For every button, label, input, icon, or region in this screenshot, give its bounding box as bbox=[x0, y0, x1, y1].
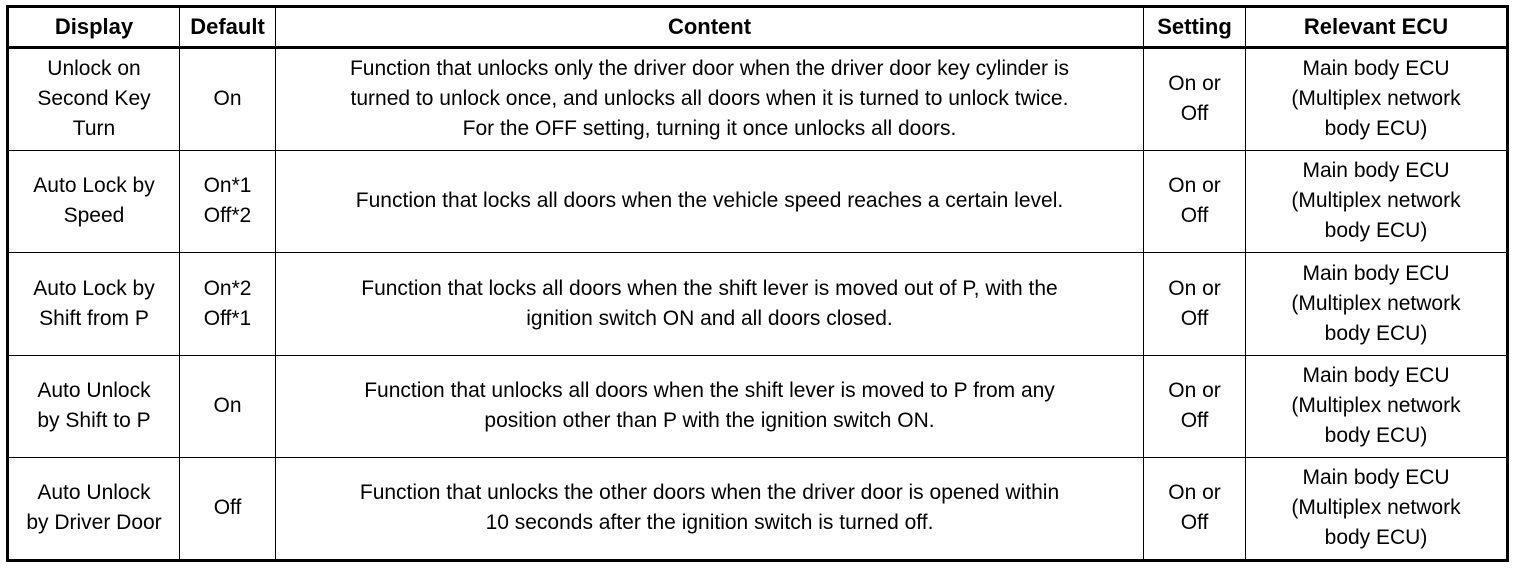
cell-text-line: Unlock on bbox=[47, 57, 141, 81]
cell-text-line: Function that locks all doors when the vehicle speed reaches a certain level. bbox=[355, 189, 1064, 213]
cell-text-line: Second Key bbox=[37, 87, 151, 111]
cell-text-line: Main body ECU bbox=[1302, 261, 1450, 285]
cell-text-line: On or bbox=[1168, 379, 1221, 403]
cell-text-line: Function that unlocks all doors when the shift lever is moved to P from any bbox=[364, 379, 1055, 403]
cell-text-line: body ECU) bbox=[1324, 321, 1428, 345]
relevant-ecu-cell bbox=[1246, 253, 1508, 356]
setting-cell bbox=[1144, 355, 1246, 458]
cell-text-line: by Driver Door bbox=[26, 511, 162, 535]
display-cell bbox=[8, 253, 180, 356]
header-setting: Setting bbox=[1144, 7, 1246, 48]
content-cell bbox=[276, 48, 1144, 151]
cell-text-line: Function that unlocks the other doors when the driver door is opened within bbox=[359, 481, 1060, 505]
header-relevant-ecu: Relevant ECU bbox=[1246, 7, 1508, 48]
default-cell bbox=[180, 48, 276, 151]
default-cell bbox=[180, 458, 276, 561]
table-row bbox=[8, 458, 1508, 561]
relevant-ecu-cell bbox=[1246, 458, 1508, 561]
cell-text-line: Off*1 bbox=[203, 306, 252, 330]
setting-cell bbox=[1144, 458, 1246, 561]
cell-text-line: Off*2 bbox=[203, 204, 252, 228]
content-cell bbox=[276, 355, 1144, 458]
cell-text-line: Off bbox=[1180, 511, 1209, 535]
cell-text-line: On bbox=[213, 87, 242, 111]
cell-text-line: For the OFF setting, turning it once unlocks all doors. bbox=[462, 117, 957, 141]
table-row bbox=[8, 150, 1508, 253]
table-header-row bbox=[8, 7, 1508, 48]
relevant-ecu-cell bbox=[1246, 355, 1508, 458]
cell-text-line: turned to unlock once, and unlocks all doors when it is turned to unlock twice. bbox=[350, 87, 1069, 111]
cell-text-line: body ECU) bbox=[1324, 219, 1428, 243]
cell-text-line: Off bbox=[213, 496, 242, 520]
cell-text-line: Turn bbox=[72, 117, 116, 141]
cell-text-line: body ECU) bbox=[1324, 526, 1428, 550]
default-cell bbox=[180, 253, 276, 356]
cell-text-line: Auto Unlock bbox=[37, 379, 151, 403]
header-default: Default bbox=[180, 7, 276, 48]
cell-text-line: position other than P with the ignition switch ON. bbox=[484, 409, 935, 433]
cell-text-line: On or bbox=[1168, 276, 1221, 300]
display-cell bbox=[8, 150, 180, 253]
content-cell bbox=[276, 458, 1144, 561]
cell-text-line: Auto Unlock bbox=[37, 481, 151, 505]
cell-text-line: Main body ECU bbox=[1302, 466, 1450, 490]
cell-text-line: On or bbox=[1168, 481, 1221, 505]
relevant-ecu-cell bbox=[1246, 48, 1508, 151]
cell-text-line: (Multiplex network bbox=[1291, 291, 1461, 315]
display-cell bbox=[8, 355, 180, 458]
cell-text-line: Off bbox=[1180, 102, 1209, 126]
cell-text-line: On*1 bbox=[203, 174, 252, 198]
header-content: Content bbox=[276, 7, 1144, 48]
cell-text-line: Main body ECU bbox=[1302, 364, 1450, 388]
cell-text-line: (Multiplex network bbox=[1291, 87, 1461, 111]
table-body bbox=[8, 48, 1508, 561]
cell-text-line: body ECU) bbox=[1324, 117, 1428, 141]
content-cell bbox=[276, 150, 1144, 253]
cell-text-line: Main body ECU bbox=[1302, 57, 1450, 81]
cell-text-line: Speed bbox=[63, 204, 125, 228]
cell-text-line: Off bbox=[1180, 409, 1209, 433]
door-lock-settings-table bbox=[6, 5, 1509, 562]
display-cell bbox=[8, 458, 180, 561]
cell-text-line: ignition switch ON and all doors closed. bbox=[526, 306, 893, 330]
setting-cell bbox=[1144, 48, 1246, 151]
table-row bbox=[8, 253, 1508, 356]
cell-text-line: On or bbox=[1168, 72, 1221, 96]
setting-cell bbox=[1144, 150, 1246, 253]
cell-text-line: (Multiplex network bbox=[1291, 189, 1461, 213]
cell-text-line: Off bbox=[1180, 306, 1209, 330]
cell-text-line: (Multiplex network bbox=[1291, 394, 1461, 418]
display-cell bbox=[8, 48, 180, 151]
relevant-ecu-cell bbox=[1246, 150, 1508, 253]
header-display: Display bbox=[8, 7, 180, 48]
cell-text-line: Auto Lock by bbox=[33, 276, 155, 300]
cell-text-line: Off bbox=[1180, 204, 1209, 228]
cell-text-line: Function that unlocks only the driver door when the driver door key cylinder is bbox=[349, 57, 1070, 81]
cell-text-line: Main body ECU bbox=[1302, 159, 1450, 183]
table-row bbox=[8, 48, 1508, 151]
cell-text-line: Function that locks all doors when the shift lever is moved out of P, with the bbox=[361, 276, 1058, 300]
cell-text-line: Shift from P bbox=[39, 306, 149, 330]
cell-text-line: On bbox=[213, 394, 242, 418]
table-row bbox=[8, 355, 1508, 458]
setting-cell bbox=[1144, 253, 1246, 356]
cell-text-line: (Multiplex network bbox=[1291, 496, 1461, 520]
default-cell bbox=[180, 150, 276, 253]
content-cell bbox=[276, 253, 1144, 356]
cell-text-line: 10 seconds after the ignition switch is turned off. bbox=[485, 511, 934, 535]
cell-text-line: body ECU) bbox=[1324, 424, 1428, 448]
default-cell bbox=[180, 355, 276, 458]
cell-text-line: On or bbox=[1168, 174, 1221, 198]
cell-text-line: by Shift to P bbox=[37, 409, 151, 433]
cell-text-line: Auto Lock by bbox=[33, 174, 155, 198]
cell-text-line: On*2 bbox=[203, 276, 252, 300]
